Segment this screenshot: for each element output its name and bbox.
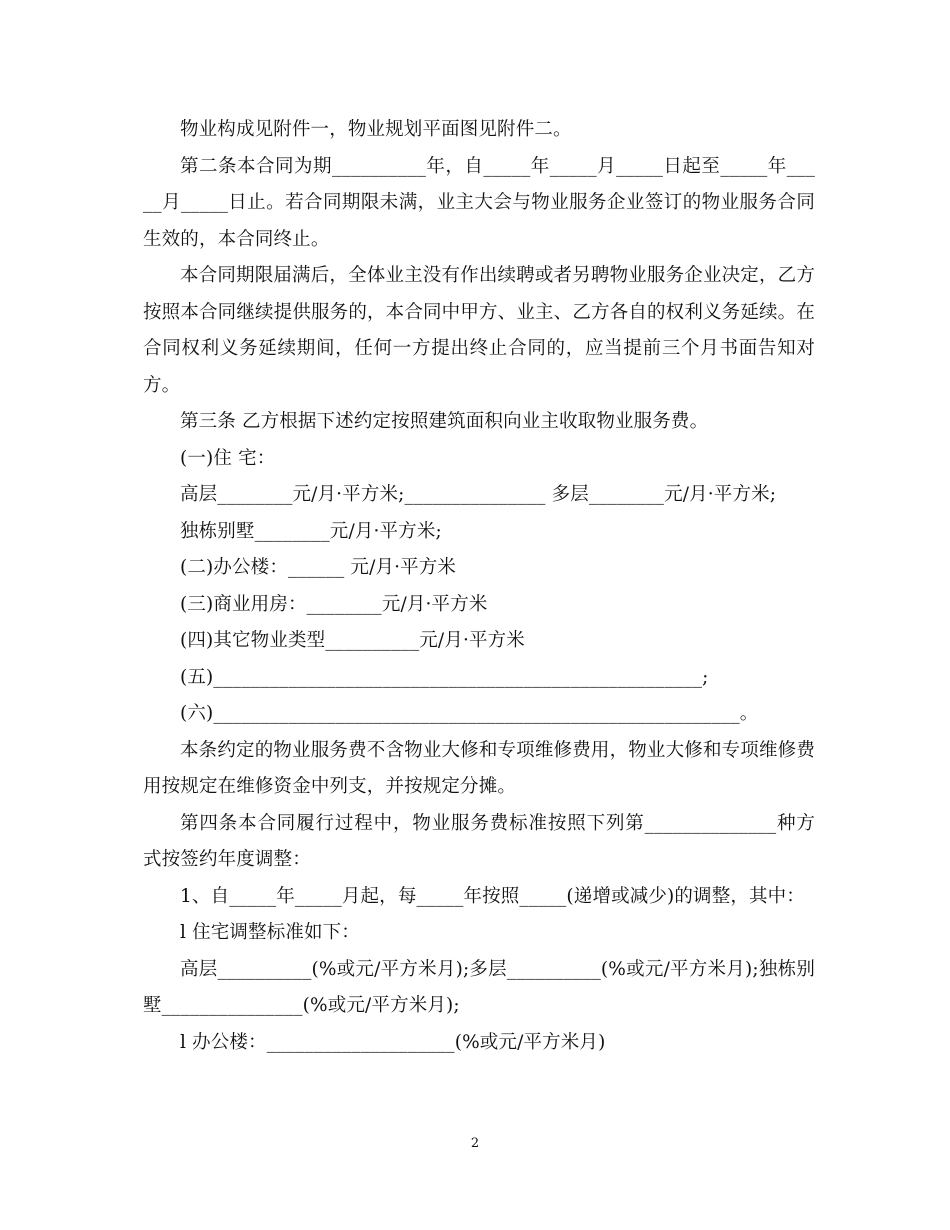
paragraph-attachments: 物业构成见附件一，物业规划平面图见附件二。 bbox=[180, 119, 572, 140]
paragraph-villa: 独栋别墅________元/月·平方米; bbox=[180, 520, 442, 542]
paragraph-item-5: (五)____________________________________________________; bbox=[180, 666, 709, 688]
paragraph-office: (二)办公楼：______ 元/月·平方米 bbox=[180, 557, 457, 578]
paragraph-commercial: (三)商业用房：________元/月·平方米 bbox=[180, 593, 488, 615]
paragraph-office-adjustment: l 办公楼：____________________(%或元/平方米月) bbox=[180, 1031, 606, 1053]
paragraph-term-extension: 本合同期限届满后，全体业主没有作出续聘或者另聘物业服务企业决定，乙方按照本合同继续提供服务的，本合同中甲方、业主、乙方各自的权利义务延续。在合同权利义务延续期间，任何一方提出终止合同的，应当提前三个月书面告知对方。 bbox=[143, 265, 815, 396]
paragraph-other-types: (四)其它物业类型__________元/月·平方米 bbox=[180, 630, 525, 651]
paragraph-article-2-term: 第二条本合同为期__________年，自_____年_____月_____日起至_____年_____月_____日止。若合同期限未满，业主大会与物业服务企业签订的物业服务合同生效的，本合同终止。 bbox=[143, 155, 815, 250]
paragraph-adjustment-method-1: 1、自_____年_____月起，每_____年按照_____(递增或减少)的调整，其中： bbox=[180, 885, 805, 907]
paragraph-article-4: 第四条本合同履行过程中，物业服务费标准按照下列第______________种方式按签约年度调整： bbox=[143, 812, 815, 870]
paragraph-item-6: (六)________________________________________________________。 bbox=[180, 703, 759, 724]
page-number: 2 bbox=[470, 1136, 480, 1151]
paragraph-article-3: 第三条 乙方根据下述约定按照建筑面积向业主收取物业服务费。 bbox=[180, 411, 709, 432]
paragraph-residential-adjustment: l 住宅调整标准如下： bbox=[180, 922, 360, 943]
document-body bbox=[143, 112, 815, 1061]
paragraph-fee-exclusions: 本条约定的物业服务费不含物业大修和专项维修费用，物业大修和专项维修费用按规定在维修资金中列支，并按规定分摊。 bbox=[143, 739, 815, 797]
paragraph-residential-adjustment-rates: 高层__________(%或元/平方米月);多层__________(%或元/平方米月);独栋别墅_______________(%或元/平方米月); bbox=[143, 958, 815, 1016]
paragraph-residential: (一)住 宅： bbox=[180, 447, 276, 469]
paragraph-high-multi-rise: 高层________元/月·平方米;_______________ 多层________元/月·平方米; bbox=[180, 484, 777, 505]
